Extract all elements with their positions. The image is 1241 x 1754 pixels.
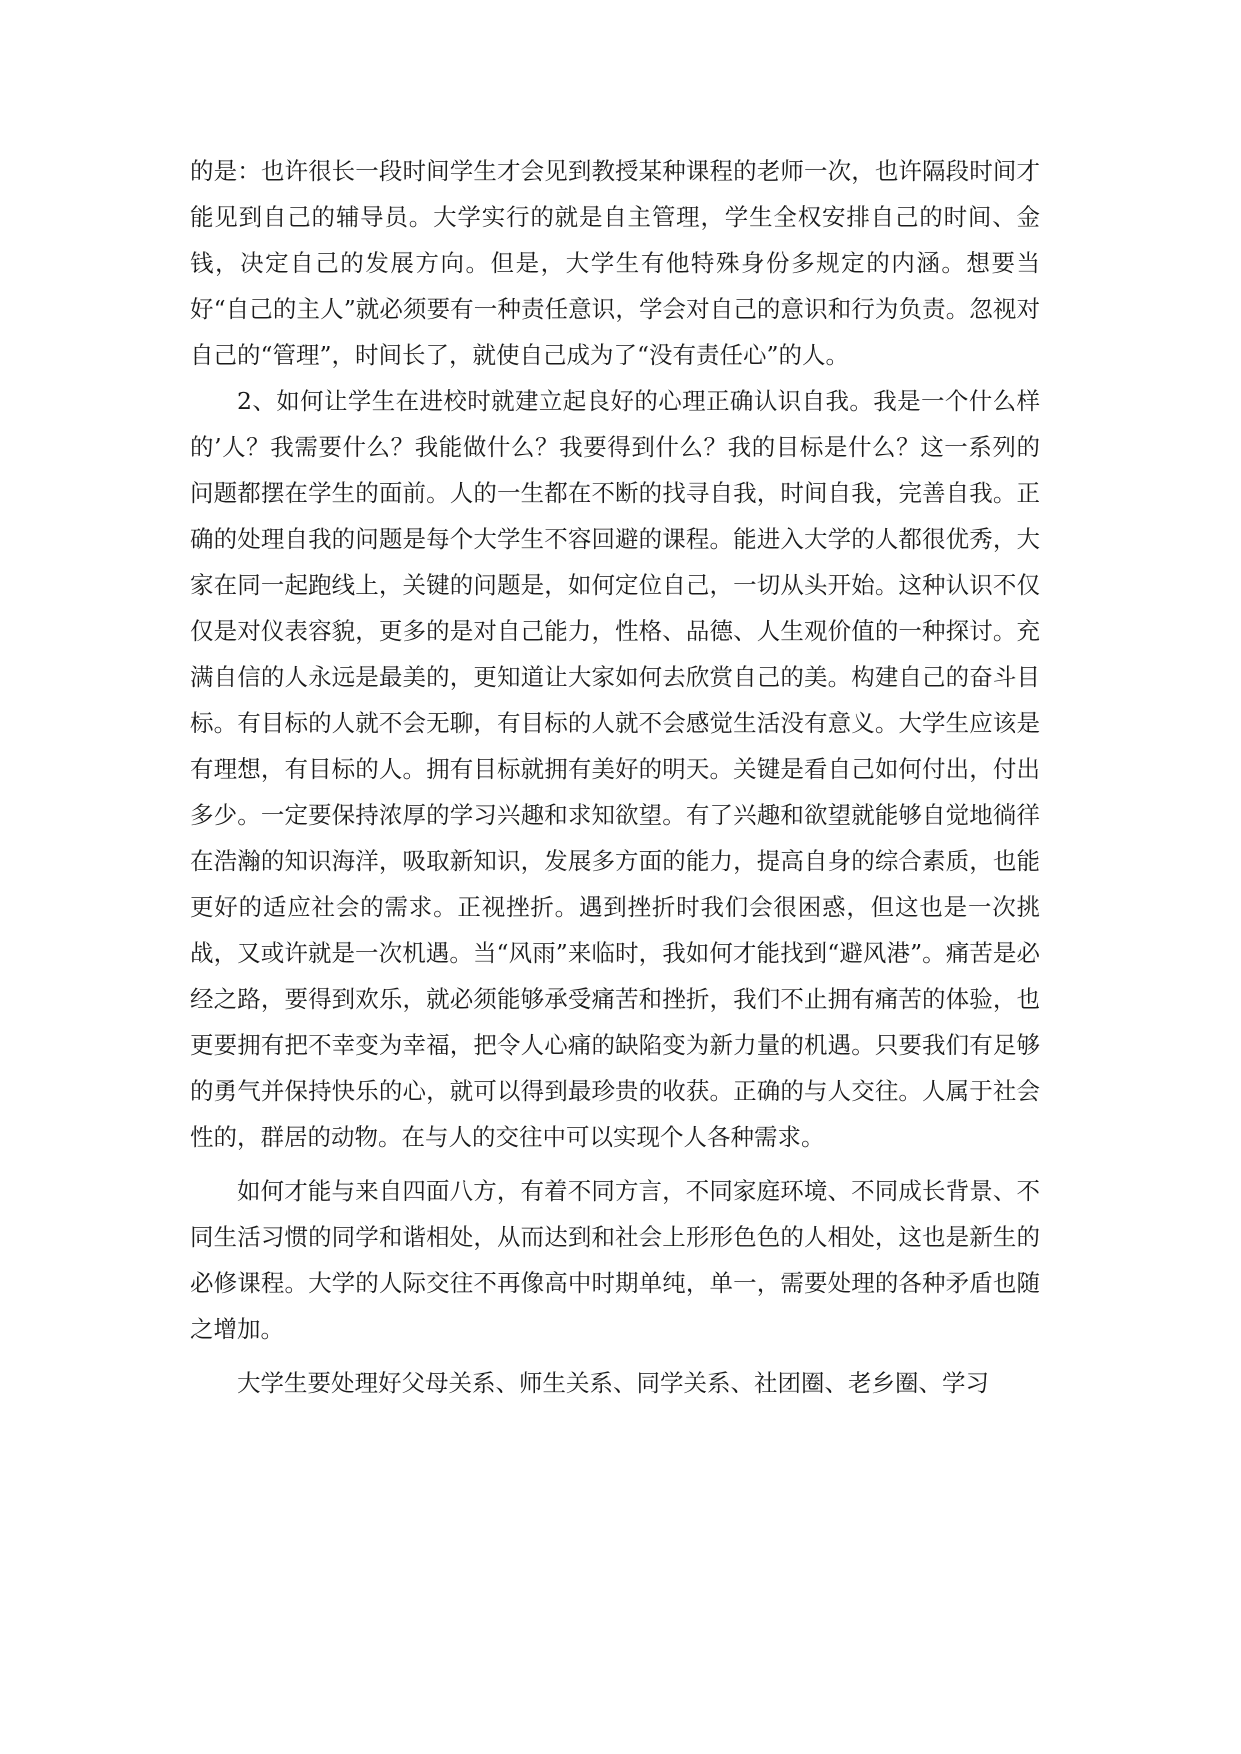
body-text [190, 148, 1040, 1406]
paragraph-relationships: 大学生要处理好父母关系、师生关系、同学关系、社团圈、老乡圈、学习 [237, 1369, 989, 1397]
paragraph-getting-along: 如何才能与来自四面八方，有着不同方言，不同家庭环境、不同成长背景、不同生活习惯的同学和谐相处，从而达到和社会上形形色色的人相处，这也是新生的必修课程。大学的人际交往不再像高中时期单纯，单一，需要处理的各种矛盾也随之增加。 [190, 1177, 1040, 1343]
paragraph-self-awareness: 2、如何让学生在进校时就建立起良好的心理正确认识自我。我是一个什么样的’人？我需要什么？我能做什么？我要得到什么？我的目标是什么？这一系列的问题都摆在学生的面前。人的一生都在不断的找寻自我，时间自我，完善自我。正确的处理自我的问题是每个大学生不容回避的课程。能进入大学的人都很优秀，大家在同一起跑线上，关键的问题是，如何定位自己，一切从头开始。这种认识不仅仅是对仪表容貌，更多的是对自己能力，性格、品德、人生观价值的一种探讨。充满自信的人永远是最美的，更知道让大家如何去欣赏自己的美。构建自己的奋斗目标。有目标的人就不会无聊，有目标的人就不会感觉生活没有意义。大学生应该是有理想，有目标的人。拥有目标就拥有美好的明天。关键是看自己如何付出，付出多少。一定要保持浓厚的学习兴趣和求知欲望。有了兴趣和欲望就能够自觉地徜徉在浩瀚的知识海洋，吸取新知识，发展多方面的能力，提高自身的综合素质，也能更好的适应社会的需求。正视挫折。遇到挫折时我们会很困惑，但这也是一次挑战，又或许就是一次机遇。当“风雨”来临时，我如何才能找到“避风港”。痛苦是必经之路，要得到欢乐，就必须能够承受痛苦和挫折，我们不止拥有痛苦的体验，也更要拥有把不幸变为幸福，把令人心痛的缺陷变为新力量的机遇。只要我们有足够的勇气并保持快乐的心，就可以得到最珍贵的收获。正确的与人交往。人属于社会性的，群居的动物。在与人的交往中可以实现个人各种需求。 [190, 387, 1040, 1151]
paragraph-continuation: 的是：也许很长一段时间学生才会见到教授某种课程的老师一次，也许隔段时间才能见到自己的辅导员。大学实行的就是自主管理，学生全权安排自己的时间、金钱，决定自己的发展方向。但是，大学生有他特殊身份多规定的内涵。想要当好“自己的主人”就必须要有一种责任意识，学会对自己的意识和行为负责。忽视对自己的“管理”，时间长了，就使自己成为了“没有责任心”的人。 [190, 157, 1040, 369]
